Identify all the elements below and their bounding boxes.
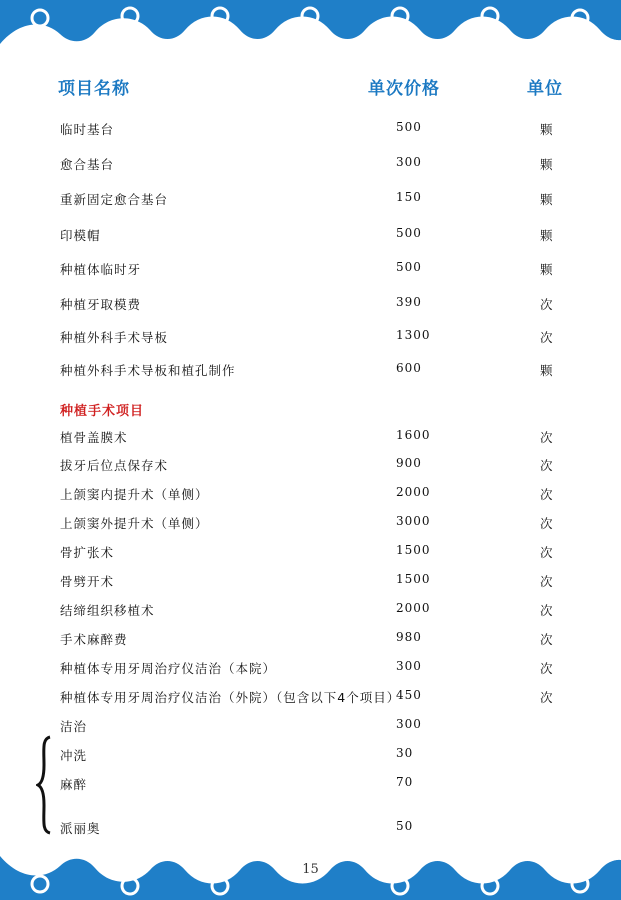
price-row xyxy=(0,659,621,683)
decorative-wave-border-top xyxy=(0,0,621,44)
item-unit: 次 xyxy=(540,545,554,560)
item-unit: 次 xyxy=(540,690,554,705)
item-price: 3000 xyxy=(396,514,431,528)
item-price: 300 xyxy=(396,717,422,731)
price-row xyxy=(0,485,621,509)
price-row xyxy=(0,295,621,319)
item-name: 麻醉 xyxy=(60,777,88,792)
item-price: 900 xyxy=(396,456,422,470)
item-price: 1500 xyxy=(396,572,431,586)
item-price: 300 xyxy=(396,155,422,169)
item-price: 1500 xyxy=(396,543,431,557)
item-unit: 颗 xyxy=(540,122,554,137)
price-row xyxy=(0,120,621,144)
item-name: 洁治 xyxy=(60,719,88,734)
item-name: 重新固定愈合基台 xyxy=(60,192,169,207)
price-row xyxy=(0,746,621,770)
item-unit: 次 xyxy=(540,574,554,589)
price-row xyxy=(0,601,621,625)
item-name: 种植体专用牙周治疗仪洁治（外院）（包含以下4个项目） xyxy=(60,690,401,705)
item-price: 150 xyxy=(396,190,422,204)
section-title-implant-surgery: 种植手术项目 xyxy=(60,404,145,419)
item-name: 种植外科手术导板和植孔制作 xyxy=(60,363,236,378)
item-price: 500 xyxy=(396,226,422,240)
item-name: 种植外科手术导板 xyxy=(60,330,169,345)
item-price: 600 xyxy=(396,361,422,375)
header-unit: 单位 xyxy=(527,79,563,99)
item-name: 种植体临时牙 xyxy=(60,262,142,277)
item-unit: 次 xyxy=(540,516,554,531)
item-price: 1600 xyxy=(396,428,431,442)
item-unit: 次 xyxy=(540,487,554,502)
item-name: 植骨盖膜术 xyxy=(60,430,128,445)
price-row xyxy=(0,226,621,250)
item-unit: 颗 xyxy=(540,228,554,243)
price-row xyxy=(0,819,621,843)
item-name: 愈合基台 xyxy=(60,157,115,172)
item-price: 2000 xyxy=(396,601,431,615)
price-row xyxy=(0,543,621,567)
item-name: 临时基台 xyxy=(60,122,115,137)
item-price: 450 xyxy=(396,688,422,702)
item-name: 手术麻醉费 xyxy=(60,632,128,647)
item-unit: 次 xyxy=(540,430,554,445)
item-name: 骨劈开术 xyxy=(60,574,115,589)
item-price: 390 xyxy=(396,295,422,309)
item-unit: 颗 xyxy=(540,262,554,277)
item-price: 50 xyxy=(396,819,414,833)
item-price: 1300 xyxy=(396,328,431,342)
item-price: 300 xyxy=(396,659,422,673)
item-unit: 颗 xyxy=(540,157,554,172)
item-name: 骨扩张术 xyxy=(60,545,115,560)
item-unit: 次 xyxy=(540,458,554,473)
item-name: 上颌窦外提升术（单侧） xyxy=(60,516,209,531)
item-unit: 颗 xyxy=(540,363,554,378)
item-unit: 次 xyxy=(540,297,554,312)
item-unit: 颗 xyxy=(540,192,554,207)
price-row xyxy=(0,630,621,654)
item-name: 种植体专用牙周治疗仪洁治（本院） xyxy=(60,661,277,676)
item-price: 500 xyxy=(396,120,422,134)
price-row xyxy=(0,328,621,352)
item-unit: 次 xyxy=(540,330,554,345)
item-price: 500 xyxy=(396,260,422,274)
item-price: 30 xyxy=(396,746,414,760)
price-row xyxy=(0,428,621,452)
item-name: 拔牙后位点保存术 xyxy=(60,458,169,473)
item-name: 结缔组织移植术 xyxy=(60,603,155,618)
price-row xyxy=(0,361,621,385)
item-name: 冲洗 xyxy=(60,748,88,763)
price-row xyxy=(0,688,621,712)
price-row xyxy=(0,155,621,179)
curly-brace xyxy=(36,735,56,835)
item-name: 派丽奥 xyxy=(60,821,101,836)
item-unit: 次 xyxy=(540,603,554,618)
price-row xyxy=(0,514,621,538)
price-row xyxy=(0,190,621,214)
header-item-name: 项目名称 xyxy=(58,79,130,99)
price-row xyxy=(0,717,621,741)
item-unit: 次 xyxy=(540,632,554,647)
item-price: 70 xyxy=(396,775,414,789)
price-row xyxy=(0,775,621,799)
item-price: 2000 xyxy=(396,485,431,499)
price-row xyxy=(0,260,621,284)
item-name: 印模帽 xyxy=(60,228,101,243)
item-name: 种植牙取模费 xyxy=(60,297,142,312)
page-number: 15 xyxy=(302,862,319,877)
header-unit-price: 单次价格 xyxy=(368,79,440,99)
price-row xyxy=(0,456,621,480)
item-price: 980 xyxy=(396,630,422,644)
price-row xyxy=(0,572,621,596)
item-name: 上颌窦内提升术（单侧） xyxy=(60,487,209,502)
item-unit: 次 xyxy=(540,661,554,676)
